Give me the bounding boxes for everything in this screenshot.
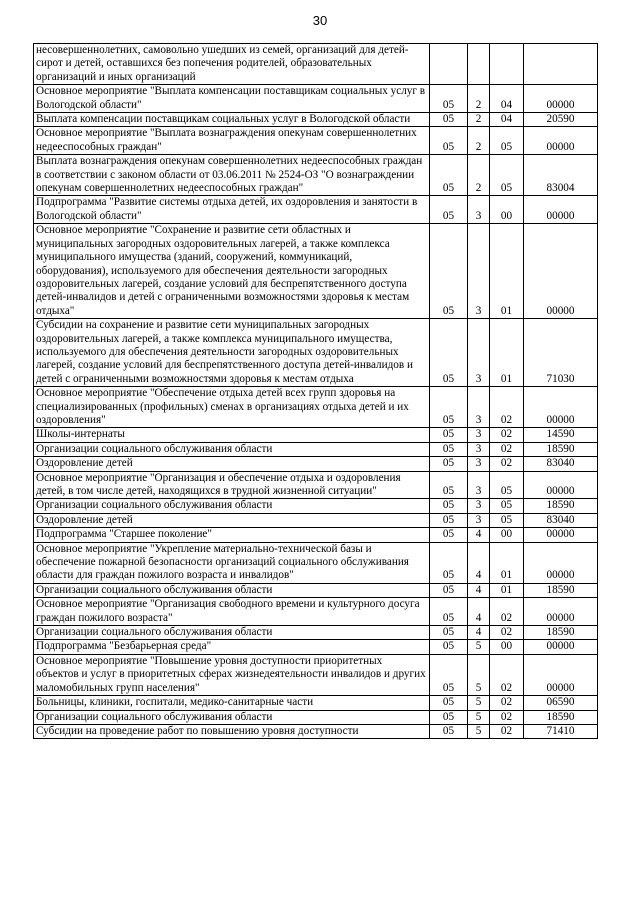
table-row [34,155,598,196]
row-name-cell: Субсидии на проведение работ по повышению уровня доступности [34,724,430,738]
code-direction-cell: 71030 [524,319,598,387]
code-activity-cell: 01 [490,583,524,597]
code-activity-cell: 02 [490,654,524,695]
code-direction-cell: 18590 [524,710,598,724]
code-activity-cell: 02 [490,442,524,456]
table-row [34,44,598,85]
code-activity-cell: 00 [490,528,524,542]
code-section-cell: 05 [430,583,468,597]
code-subprogram-cell: 4 [468,528,490,542]
code-direction-cell: 00000 [524,387,598,428]
table-row [34,583,598,597]
row-name-cell: Выплата компенсации поставщикам социальных услуг в Вологодской области [34,113,430,127]
row-name-cell: Выплата вознаграждения опекунам совершеннолетних недееспособных граждан в соответствии с законом области от 03.06.2011 № 2524-ОЗ "О вознаграждении опекунам совершеннолетних недееспособных граждан" [34,155,430,196]
code-activity-cell: 00 [490,640,524,654]
code-activity-cell: 01 [490,319,524,387]
code-direction-cell: 00000 [524,640,598,654]
code-subprogram-cell: 5 [468,640,490,654]
code-activity-cell: 04 [490,113,524,127]
code-activity-cell: 02 [490,626,524,640]
code-direction-cell: 00000 [524,598,598,626]
table-row [34,724,598,738]
code-subprogram-cell: 3 [468,499,490,513]
code-subprogram-cell: 3 [468,224,490,319]
code-activity-cell: 00 [490,196,524,224]
code-section-cell: 05 [430,224,468,319]
row-name-cell: Оздоровление детей [34,513,430,527]
code-section-cell: 05 [430,710,468,724]
row-name-cell: Основное мероприятие "Повышение уровня доступности приоритетных объектов и услуг в приоритетных сферах жизнедеятельности инвалидов и других маломобильных групп населения" [34,654,430,695]
code-direction-cell: 06590 [524,696,598,710]
code-activity-cell: 02 [490,598,524,626]
table-row [34,626,598,640]
code-subprogram-cell: 4 [468,542,490,583]
code-subprogram-cell: 5 [468,696,490,710]
code-activity-cell: 05 [490,127,524,155]
table-row [34,127,598,155]
table-row [34,442,598,456]
table-row [34,513,598,527]
code-activity-cell: 02 [490,428,524,442]
code-direction-cell: 00000 [524,196,598,224]
code-activity-cell: 04 [490,85,524,113]
table-row [34,696,598,710]
table-row [34,710,598,724]
code-direction-cell: 00000 [524,654,598,695]
code-direction-cell: 18590 [524,583,598,597]
row-name-cell: Оздоровление детей [34,457,430,471]
code-activity-cell: 02 [490,724,524,738]
code-section-cell: 05 [430,471,468,499]
page-number: 30 [312,13,328,28]
code-section-cell: 05 [430,85,468,113]
code-section-cell: 05 [430,640,468,654]
code-activity-cell: 02 [490,696,524,710]
row-name-cell: Организации социального обслуживания области [34,499,430,513]
code-direction-cell: 83040 [524,513,598,527]
code-activity-cell: 05 [490,155,524,196]
code-subprogram-cell: 3 [468,442,490,456]
code-section-cell: 05 [430,196,468,224]
row-name-cell: Организации социального обслуживания области [34,710,430,724]
code-activity-cell: 01 [490,224,524,319]
code-section-cell: 05 [430,442,468,456]
budget-table [33,43,598,739]
row-name-cell: Больницы, клиники, госпитали, медико-санитарные части [34,696,430,710]
row-name-cell: Основное мероприятие "Выплата вознаграждения опекунам совершеннолетних недееспособных граждан" [34,127,430,155]
code-activity-cell: 05 [490,499,524,513]
code-subprogram-cell: 2 [468,113,490,127]
code-section-cell: 05 [430,513,468,527]
table-row [34,85,598,113]
code-section-cell: 05 [430,528,468,542]
table-row [34,542,598,583]
row-name-cell: Основное мероприятие "Обеспечение отдыха детей всех групп здоровья на специализированных (профильных) сменах в организациях отдыха детей и их оздоровления" [34,387,430,428]
row-name-cell: Субсидии на сохранение и развитие сети муниципальных загородных оздоровительных лагерей, а также комплекса муниципального имущества, используемого для обеспечения деятельности загородных оздоровительных лагерей, создание условий для беспрепятственного доступа детей-инвалидов и детей с ограниченными возможностями здоровья к местам отдыха [34,319,430,387]
code-direction-cell: 00000 [524,224,598,319]
code-direction-cell [524,44,598,85]
code-section-cell: 05 [430,319,468,387]
table-row [34,598,598,626]
code-activity-cell: 02 [490,457,524,471]
row-name-cell: Организации социального обслуживания области [34,626,430,640]
code-subprogram-cell: 3 [468,319,490,387]
code-subprogram-cell [468,44,490,85]
code-section-cell: 05 [430,724,468,738]
row-name-cell: Основное мероприятие "Укрепление материально-технической базы и обеспечение пожарной безопасности организаций социального обслуживания области для граждан пожилого возраста и инвалидов" [34,542,430,583]
code-subprogram-cell: 4 [468,626,490,640]
row-name-cell: Основное мероприятие "Сохранение и развитие сети областных и муниципальных загородных оздоровительных лагерей, а также комплекса муниципального имущества (зданий, сооружений, коммуникаций, оборудования), используемого для обеспечения деятельности загородных оздоровительных лагерей, создание условий для беспрепятственного доступа детей-инвалидов и детей с ограниченными возможностями здоровья к местам отдыха" [34,224,430,319]
code-activity-cell [490,44,524,85]
row-name-cell: Подпрограмма "Старшее поколение" [34,528,430,542]
table-row [34,528,598,542]
code-subprogram-cell: 3 [468,471,490,499]
table-row [34,428,598,442]
code-subprogram-cell: 2 [468,85,490,113]
budget-table-body [34,44,598,739]
code-direction-cell: 83040 [524,457,598,471]
code-activity-cell: 05 [490,471,524,499]
code-section-cell: 05 [430,499,468,513]
code-direction-cell: 18590 [524,442,598,456]
code-activity-cell: 01 [490,542,524,583]
code-subprogram-cell: 2 [468,127,490,155]
row-name-cell: Организации социального обслуживания области [34,442,430,456]
code-section-cell: 05 [430,542,468,583]
table-row [34,224,598,319]
row-name-cell: Основное мероприятие "Организация и обеспечение отдыха и оздоровления детей, в том числе детей, находящихся в трудной жизненной ситуации" [34,471,430,499]
code-subprogram-cell: 3 [468,387,490,428]
table-row [34,654,598,695]
code-section-cell: 05 [430,387,468,428]
table-row [34,387,598,428]
code-direction-cell: 00000 [524,542,598,583]
code-section-cell [430,44,468,85]
code-direction-cell: 00000 [524,127,598,155]
row-name-cell: Подпрограмма "Безбарьерная среда" [34,640,430,654]
code-direction-cell: 71410 [524,724,598,738]
code-direction-cell: 00000 [524,471,598,499]
code-direction-cell: 18590 [524,499,598,513]
code-section-cell: 05 [430,127,468,155]
row-name-cell: Подпрограмма "Развитие системы отдыха детей, их оздоровления и занятости в Вологодской области" [34,196,430,224]
table-row [34,319,598,387]
code-subprogram-cell: 2 [468,155,490,196]
code-direction-cell: 00000 [524,528,598,542]
code-direction-cell: 20590 [524,113,598,127]
row-name-cell: Школы-интернаты [34,428,430,442]
code-activity-cell: 02 [490,387,524,428]
code-subprogram-cell: 5 [468,710,490,724]
code-section-cell: 05 [430,428,468,442]
code-direction-cell: 14590 [524,428,598,442]
code-activity-cell: 02 [490,710,524,724]
code-subprogram-cell: 4 [468,598,490,626]
code-direction-cell: 18590 [524,626,598,640]
code-activity-cell: 05 [490,513,524,527]
code-subprogram-cell: 5 [468,654,490,695]
code-subprogram-cell: 3 [468,513,490,527]
table-row [34,196,598,224]
code-subprogram-cell: 3 [468,457,490,471]
code-subprogram-cell: 5 [468,724,490,738]
table-row [34,457,598,471]
code-subprogram-cell: 3 [468,196,490,224]
code-section-cell: 05 [430,113,468,127]
row-name-cell: несовершеннолетних, самовольно ушедших из семей, организаций для детей-сирот и детей, оставшихся без попечения родителей, образовательных организаций и иных организаций [34,44,430,85]
code-section-cell: 05 [430,654,468,695]
code-direction-cell: 83004 [524,155,598,196]
row-name-cell: Организации социального обслуживания области [34,583,430,597]
code-section-cell: 05 [430,696,468,710]
code-direction-cell: 00000 [524,85,598,113]
row-name-cell: Основное мероприятие "Организация свободного времени и культурного досуга граждан пожилого возраста" [34,598,430,626]
table-row [34,113,598,127]
row-name-cell: Основное мероприятие "Выплата компенсации поставщикам социальных услуг в Вологодской области" [34,85,430,113]
code-section-cell: 05 [430,626,468,640]
code-section-cell: 05 [430,155,468,196]
code-subprogram-cell: 3 [468,428,490,442]
table-row [34,499,598,513]
code-section-cell: 05 [430,457,468,471]
table-row [34,640,598,654]
table-row [34,471,598,499]
code-subprogram-cell: 4 [468,583,490,597]
code-section-cell: 05 [430,598,468,626]
